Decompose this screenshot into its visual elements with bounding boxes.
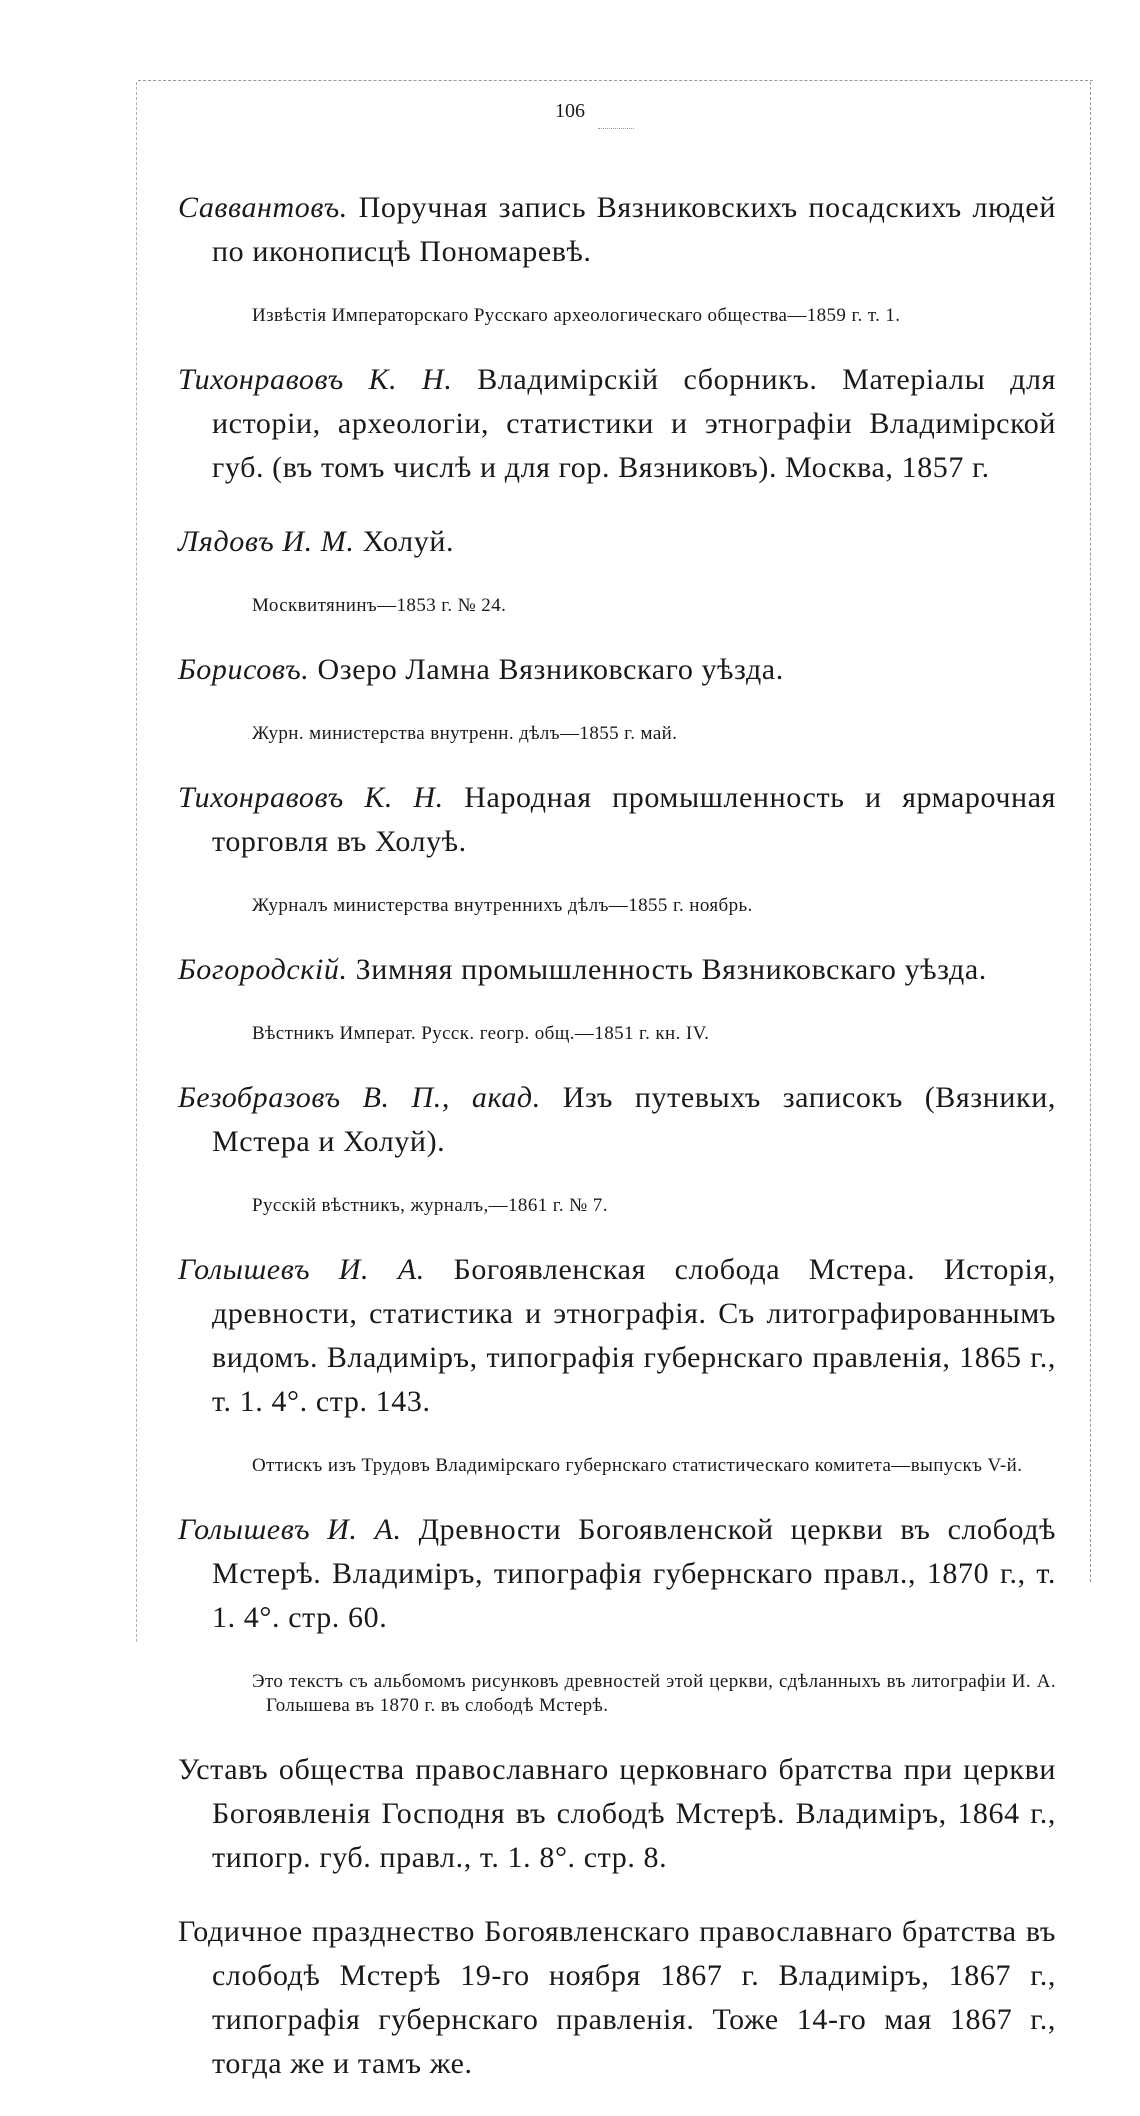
entry-title: Поручная запись Вязниковскихъ посадскихъ людей по иконописцѣ Пономаревѣ.	[212, 191, 1056, 268]
entry-title: Богоявленская слобода Мстера. Исторія, древности, статистика и этнографія. Съ литографированнымъ видомъ. Владиміръ, типографія губернскаго правленія, 1865 г., т. 1. 4°. стр. 143.	[212, 1253, 1056, 1418]
entry-main	[178, 520, 1056, 564]
entry-note: Извѣстія Императорскаго Русскаго археологическаго общества—1859 г. т. 1.	[252, 305, 901, 326]
entry-note: Вѣстникъ Императ. Русск. геогр. общ.—1851 г. кн. IV.	[252, 1023, 710, 1044]
entry-main	[178, 1076, 1056, 1164]
entry-main	[178, 648, 1056, 692]
entry-title: Изъ путевыхъ записокъ (Вязники, Мстера и Холуй).	[212, 1081, 1056, 1158]
bibliography-entry	[178, 1248, 1056, 1478]
page-frame-left	[136, 82, 137, 1642]
bibliography-entry	[178, 1748, 1056, 1880]
entry-note: Это текстъ съ альбомомъ рисунковъ древностей этой церкви, сдѣланныхъ въ литографіи И. А. Голышева въ 1870 г. въ слободѣ Мстерѣ.	[252, 1671, 1056, 1716]
entry-title: Годичное празднество Богоявленскаго православнаго братства въ слободѣ Мстерѣ 19-го ноября 1867 г. Владиміръ, 1867 г., типографія губернскаго правленія. Тоже 14-го мая 1867 г., тогда же и тамъ же.	[178, 1915, 1056, 2080]
bibliography-entry	[178, 186, 1056, 328]
entry-title: Уставъ общества православнаго церковнаго братства при церкви Богоявленія Господня въ слободѣ Мстерѣ. Владиміръ, 1864 г., типогр. губ. правл., т. 1. 8°. стр. 8.	[178, 1753, 1056, 1874]
bibliography-list	[178, 156, 1056, 2116]
bibliography-entry	[178, 776, 1056, 918]
entry-main	[178, 1748, 1056, 1880]
entry-note: Журналъ министерства внутреннихъ дѣлъ—1855 г. ноябрь.	[252, 895, 753, 916]
entry-main	[178, 948, 1056, 992]
page-frame-top	[138, 80, 1093, 81]
bibliography-entry	[178, 648, 1056, 746]
bibliography-entry	[178, 1508, 1056, 1718]
entry-author: Борисовъ.	[178, 653, 310, 686]
bibliography-entry	[178, 1076, 1056, 1218]
bibliography-entry	[178, 1910, 1056, 2086]
entry-title: Владимірскій сборникъ. Матеріалы для исторіи, археологіи, статистики и этнографіи Владимірской губ. (въ томъ числѣ и для гор. Вязниковъ). Москва, 1857 г.	[212, 363, 1056, 484]
entry-author: Богородскій.	[178, 953, 348, 986]
entry-author: Голышевъ И. А.	[178, 1513, 402, 1546]
entry-main	[178, 1248, 1056, 1424]
entry-main	[178, 1910, 1056, 2086]
entry-author: Тихонравовъ К. Н.	[178, 781, 444, 814]
entry-main	[178, 776, 1056, 864]
entry-title: Озеро Ламна Вязниковскаго уѣзда.	[309, 653, 784, 686]
entry-main	[178, 358, 1056, 490]
entry-author: Лядовъ И. М.	[178, 525, 355, 558]
entry-title: Зимняя промышленность Вязниковскаго уѣзда.	[347, 953, 987, 986]
bibliography-entry	[178, 520, 1056, 618]
entry-title: Народная промышленность и ярмарочная торговля въ Холуѣ.	[212, 781, 1057, 858]
entry-note: Журн. министерства внутренн. дѣлъ—1855 г. май.	[252, 723, 678, 744]
entry-note: Москвитянинъ—1853 г. № 24.	[252, 595, 507, 616]
entry-main	[178, 1508, 1056, 1640]
entry-title: Холуй.	[354, 525, 455, 558]
page-number: 106	[555, 100, 585, 122]
entry-author: Безобразовъ В. П., акад.	[178, 1081, 541, 1114]
page-number-rule	[598, 128, 634, 129]
entry-title: Древности Богоявленской церкви въ слободѣ Мстерѣ. Владиміръ, типографія губернскаго правл., 1870 г., т. 1. 4°. стр. 60.	[212, 1513, 1057, 1634]
entry-note: Оттискъ изъ Трудовъ Владимірскаго губернскаго статистическаго комитета—выпускъ V-й.	[252, 1455, 1023, 1476]
bibliography-entry	[178, 358, 1056, 490]
entry-author: Голышевъ И. А.	[178, 1253, 425, 1286]
entry-author: Тихонравовъ К. Н.	[178, 363, 453, 396]
entry-note: Русскій вѣстникъ, журналъ,—1861 г. № 7.	[252, 1195, 608, 1216]
entry-author: Саввантовъ.	[178, 191, 348, 224]
bibliography-entry	[178, 948, 1056, 1046]
entry-main	[178, 186, 1056, 274]
page-frame-right	[1090, 82, 1091, 1582]
